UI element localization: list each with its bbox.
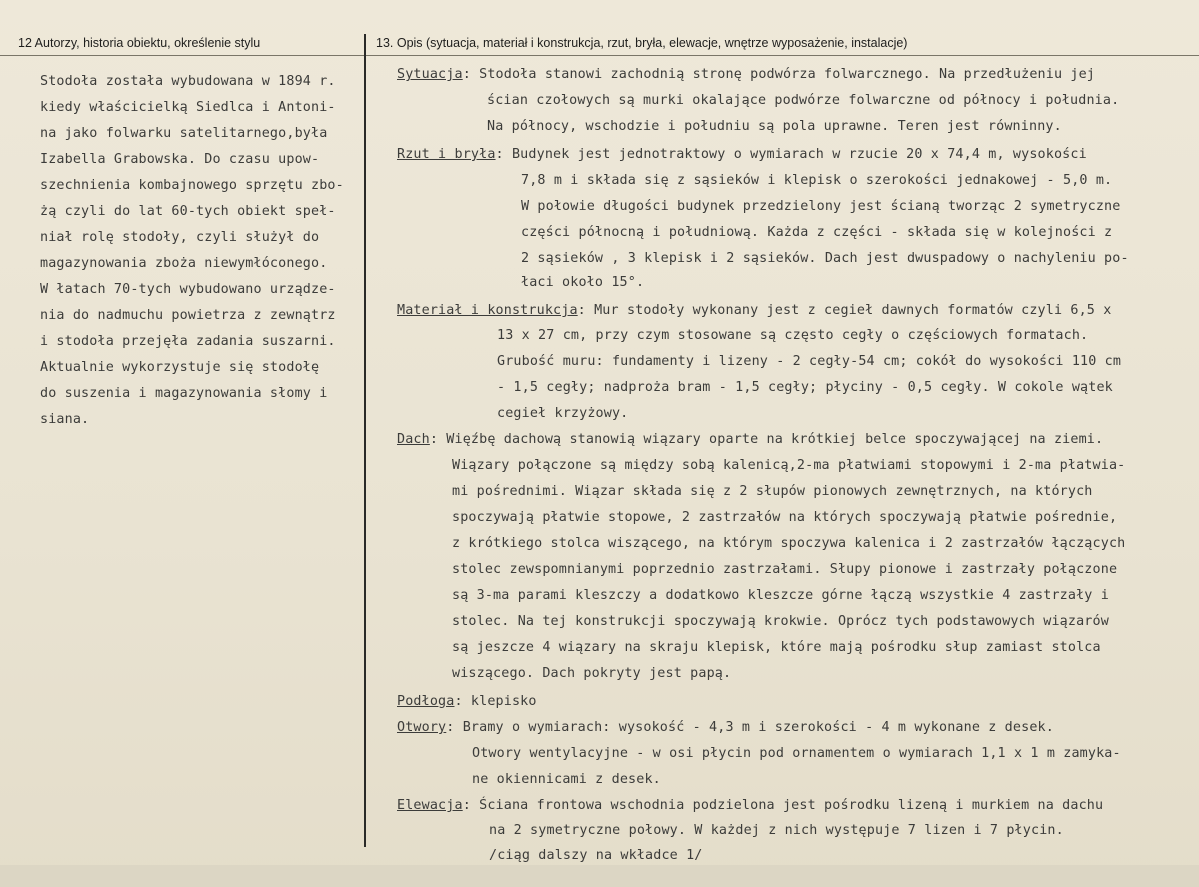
column-divider [364, 34, 366, 847]
description-line: mi pośrednimi. Wiązar składa się z 2 słupów pionowych zewnętrznych, na których [452, 484, 1093, 499]
description-line: stolec zewspomnianymi poprzednio zastrzałami. Słupy pionowe i zastrzały połączone [452, 562, 1118, 577]
history-line: Aktualnie wykorzystuje się stodołę [40, 360, 320, 375]
description-line: Na północy, wschodzie i południu są pola uprawne. Teren jest równinny. [487, 119, 1062, 134]
description-line: ścian czołowych są murki okalające podwórze folwarczne od północy i południa. [487, 93, 1120, 108]
description-line: Otwory wentylacyjne - w osi płycin pod ornamentem o wymiarach 1,1 x 1 m zamyka- [472, 746, 1121, 761]
section-label-podloga: Podłoga [397, 694, 455, 709]
history-line: kiedy właścicielką Siedlca i Antoni- [40, 100, 336, 115]
description-line: Sytuacja: Stodoła stanowi zachodnią stronę podwórza folwarcznego. Na przedłużeniu jej [397, 67, 1096, 82]
history-line: Izabella Grabowska. Do czasu upow- [40, 152, 320, 167]
description-line: są 3-ma parami kleszczy a dodatkowo kleszcze górne łączą wszystkie 4 zastrzały i [452, 588, 1109, 603]
history-line: na jako folwarku satelitarnego,była [40, 126, 328, 141]
description-line: W połowie długości budynek przedzielony jest ścianą tworząc 2 symetryczne [521, 199, 1121, 214]
description-line: 2 sąsieków , 3 klepisk i 2 sąsieków. Dach jest dwuspadowy o nachyleniu po- [521, 251, 1129, 266]
left-column-header: 12 Autorzy, historia obiektu, określenie stylu [18, 36, 261, 50]
section-label-otwory: Otwory [397, 720, 447, 735]
history-line: szechnienia kombajnowego sprzętu zbo- [40, 178, 344, 193]
description-line: cegieł krzyżowy. [497, 406, 629, 421]
history-line: siana. [40, 412, 90, 427]
history-line: W łatach 70-tych wybudowano urządze- [40, 282, 336, 297]
description-line: 7,8 m i składa się z sąsieków i klepisk o szerokości jednakowej - 5,0 m. [521, 173, 1113, 188]
description-line: części północną i południową. Każda z części - składa się w kolejności z [521, 225, 1113, 240]
history-line: do suszenia i magazynowania słomy i [40, 386, 328, 401]
description-line: - 1,5 cegły; nadproża bram - 1,5 cegły; płyciny - 0,5 cegły. W cokole wątek [497, 380, 1113, 395]
section-label-dach: Dach [397, 432, 430, 447]
continuation-note: /ciąg dalszy na wkładce 1/ [489, 848, 703, 863]
history-line: i stodoła przejęła zadania suszarni. [40, 334, 336, 349]
description-line: Materiał i konstrukcja: Mur stodoły wykonany jest z cegieł dawnych formatów czyli 6,5 x [397, 303, 1112, 318]
description-line: stolec. Na tej konstrukcji spoczywają krokwie. Oprócz tych podstawowych wiązarów [452, 614, 1109, 629]
history-line: nia do nadmuchu powietrza z zewnątrz [40, 308, 336, 323]
header-rule [0, 55, 1199, 56]
history-line: żą czyli do lat 60-tych obiekt speł- [40, 204, 336, 219]
history-line: Stodoła została wybudowana w 1894 r. [40, 74, 336, 89]
right-column-header: 13. Opis (sytuacja, materiał i konstrukcja, rzut, bryła, elewacje, wnętrze wyposażenie, instalacje) [376, 36, 908, 50]
description-line: wiszącego. Dach pokryty jest papą. [452, 666, 732, 681]
description-line: Grubość muru: fundamenty i lizeny - 2 cegły-54 cm; cokół do wysokości 110 cm [497, 354, 1122, 369]
description-line: Elewacja: Ściana frontowa wschodnia podzielona jest pośrodku lizeną i murkiem na dachu [397, 798, 1104, 813]
description-line: łaci około 15°. [521, 275, 645, 290]
description-line: 13 x 27 cm, przy czym stosowane są często cegły o częściowych formatach. [497, 328, 1089, 343]
description-line: są jeszcze 4 wiązary na skraju klepisk, które mają pośrodku słup zamiast stolca [452, 640, 1101, 655]
bottom-edge [0, 865, 1199, 887]
description-line: na 2 symetryczne połowy. W każdej z nich występuje 7 lizen i 7 płycin. [489, 823, 1064, 838]
section-label-elewacja: Elewacja [397, 798, 463, 813]
description-line: Wiązary połączone są między sobą kalenicą,2-ma płatwiami stopowymi i 2-ma płatwia- [452, 458, 1126, 473]
description-line: Rzut i bryła: Budynek jest jednotraktowy o wymiarach w rzucie 20 x 74,4 m, wysokości [397, 147, 1087, 162]
description-line: z krótkiego stolca wiszącego, na którym spoczywa kalenica i 2 zastrzałów łączących [452, 536, 1126, 551]
description-line: Otwory: Bramy o wymiarach: wysokość - 4,3 m i szerokości - 4 m wykonane z desek. [397, 720, 1054, 735]
description-line: ne okiennicami z desek. [472, 772, 661, 787]
history-line: niał rolę stodoły, czyli służył do [40, 230, 320, 245]
description-line: Dach: Więźbę dachową stanowią wiązary oparte na krótkiej belce spoczywającej na ziemi. [397, 432, 1104, 447]
description-line: spoczywają płatwie stopowe, 2 zastrzałów na których spoczywają płatwie pośrednie, [452, 510, 1118, 525]
description-line: Podłoga: klepisko [397, 694, 537, 709]
section-label-rzut: Rzut i bryła [397, 147, 496, 162]
section-label-sytuacja: Sytuacja [397, 67, 463, 82]
section-label-material: Materiał i konstrukcja [397, 303, 578, 318]
history-line: magazynowania zboża niewymłóconego. [40, 256, 328, 271]
